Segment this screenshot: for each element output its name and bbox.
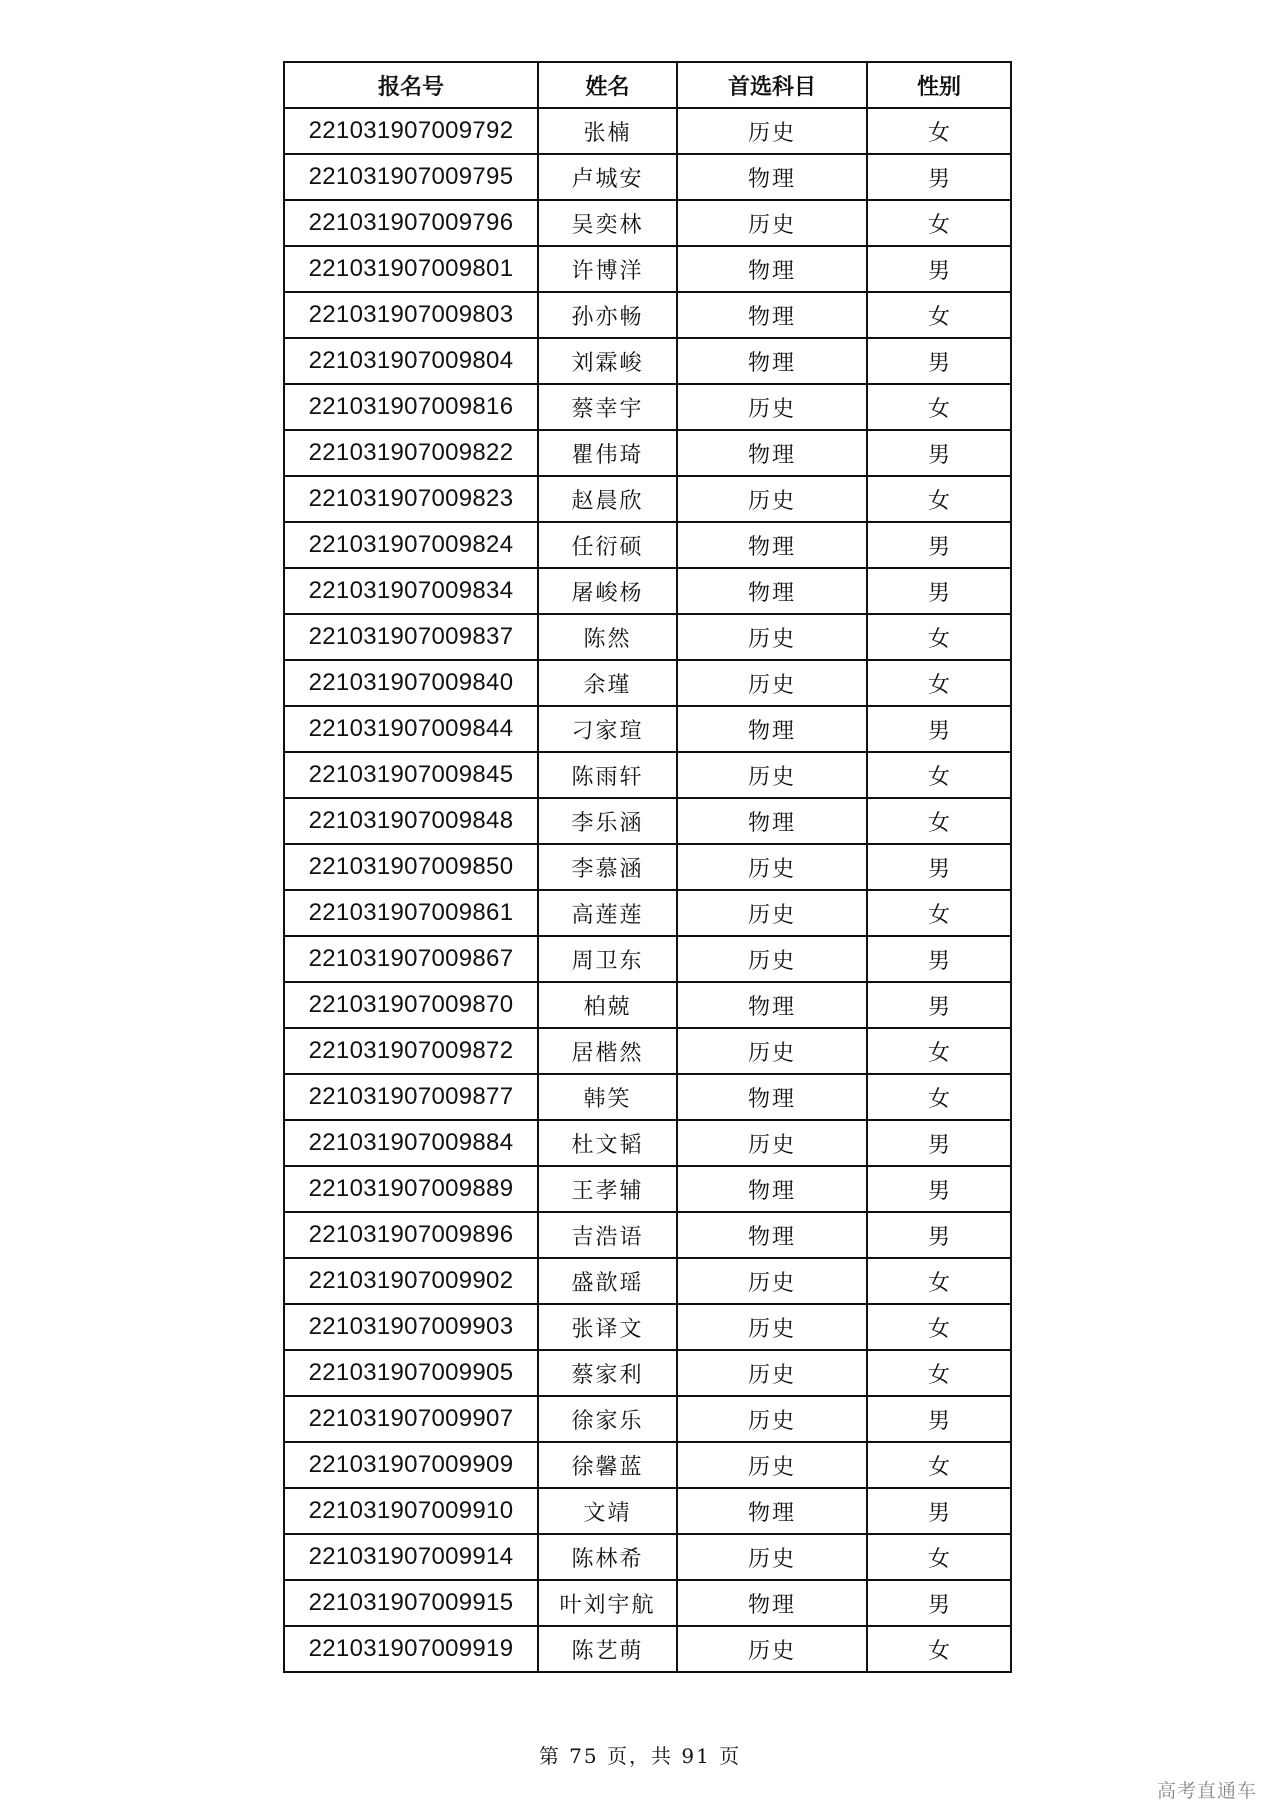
name-cell: 陈林希: [538, 1534, 677, 1580]
subject-cell: 历史: [677, 384, 867, 430]
table-row: [284, 982, 1011, 1028]
gender-cell: 男: [867, 568, 1011, 614]
name-cell: 瞿伟琦: [538, 430, 677, 476]
gender-cell: 男: [867, 1120, 1011, 1166]
table-row: [284, 1580, 1011, 1626]
gender-cell: 女: [867, 614, 1011, 660]
name-cell: 叶刘宇航: [538, 1580, 677, 1626]
subject-cell: 物理: [677, 1488, 867, 1534]
gender-cell: 男: [867, 1166, 1011, 1212]
subject-cell: 历史: [677, 1304, 867, 1350]
registration-number-cell: 221031907009877: [284, 1074, 538, 1120]
subject-cell: 物理: [677, 430, 867, 476]
gender-cell: 男: [867, 522, 1011, 568]
gender-cell: 女: [867, 1304, 1011, 1350]
table-row: [284, 798, 1011, 844]
name-cell: 李乐涵: [538, 798, 677, 844]
registration-number-cell: 221031907009907: [284, 1396, 538, 1442]
table-row: [284, 384, 1011, 430]
gender-cell: 女: [867, 798, 1011, 844]
registration-number-cell: 221031907009889: [284, 1166, 538, 1212]
subject-cell: 历史: [677, 1534, 867, 1580]
table-row: [284, 568, 1011, 614]
name-cell: 任衍硕: [538, 522, 677, 568]
name-cell: 王孝辅: [538, 1166, 677, 1212]
table-row: [284, 890, 1011, 936]
gender-cell: 女: [867, 752, 1011, 798]
table-row: [284, 1028, 1011, 1074]
table-row: [284, 292, 1011, 338]
table-row: [284, 1212, 1011, 1258]
registration-number-cell: 221031907009845: [284, 752, 538, 798]
subject-cell: 物理: [677, 706, 867, 752]
table-row: [284, 522, 1011, 568]
subject-cell: 历史: [677, 1442, 867, 1488]
gender-cell: 男: [867, 1396, 1011, 1442]
subject-cell: 物理: [677, 338, 867, 384]
registration-number-cell: 221031907009896: [284, 1212, 538, 1258]
registration-number-cell: 221031907009884: [284, 1120, 538, 1166]
subject-cell: 物理: [677, 1212, 867, 1258]
subject-cell: 历史: [677, 1396, 867, 1442]
table-row: [284, 1626, 1011, 1672]
subject-cell: 物理: [677, 522, 867, 568]
registration-number-cell: 221031907009840: [284, 660, 538, 706]
name-cell: 赵晨欣: [538, 476, 677, 522]
name-cell: 张楠: [538, 108, 677, 154]
name-cell: 蔡幸宇: [538, 384, 677, 430]
name-cell: 陈艺萌: [538, 1626, 677, 1672]
header-subject: 首选科目: [677, 62, 867, 108]
registration-number-cell: 221031907009795: [284, 154, 538, 200]
subject-cell: 历史: [677, 844, 867, 890]
registration-number-cell: 221031907009905: [284, 1350, 538, 1396]
table-row: [284, 200, 1011, 246]
gender-cell: 男: [867, 706, 1011, 752]
header-gender: 性别: [867, 62, 1011, 108]
registration-number-cell: 221031907009844: [284, 706, 538, 752]
table-header-row: [284, 62, 1011, 108]
subject-cell: 历史: [677, 936, 867, 982]
registration-number-cell: 221031907009914: [284, 1534, 538, 1580]
gender-cell: 女: [867, 1350, 1011, 1396]
registration-number-cell: 221031907009834: [284, 568, 538, 614]
table-row: [284, 1488, 1011, 1534]
gender-cell: 女: [867, 292, 1011, 338]
registration-number-cell: 221031907009861: [284, 890, 538, 936]
name-cell: 屠峻杨: [538, 568, 677, 614]
registration-number-cell: 221031907009919: [284, 1626, 538, 1672]
registration-number-cell: 221031907009903: [284, 1304, 538, 1350]
subject-cell: 物理: [677, 568, 867, 614]
table-row: [284, 614, 1011, 660]
name-cell: 韩笑: [538, 1074, 677, 1120]
registration-number-cell: 221031907009796: [284, 200, 538, 246]
name-cell: 陈雨轩: [538, 752, 677, 798]
subject-cell: 历史: [677, 108, 867, 154]
gender-cell: 女: [867, 200, 1011, 246]
table-row: [284, 1120, 1011, 1166]
subject-cell: 物理: [677, 1074, 867, 1120]
gender-cell: 女: [867, 1534, 1011, 1580]
registration-number-cell: 221031907009909: [284, 1442, 538, 1488]
header-registration-number: 报名号: [284, 62, 538, 108]
gender-cell: 男: [867, 844, 1011, 890]
table-row: [284, 246, 1011, 292]
gender-cell: 女: [867, 476, 1011, 522]
registration-number-cell: 221031907009848: [284, 798, 538, 844]
subject-cell: 历史: [677, 200, 867, 246]
watermark: 高考直通车: [1157, 1780, 1258, 1802]
gender-cell: 男: [867, 936, 1011, 982]
table-row: [284, 706, 1011, 752]
subject-cell: 历史: [677, 1626, 867, 1672]
gender-cell: 男: [867, 982, 1011, 1028]
subject-cell: 物理: [677, 154, 867, 200]
name-cell: 张译文: [538, 1304, 677, 1350]
subject-cell: 历史: [677, 476, 867, 522]
name-cell: 吉浩语: [538, 1212, 677, 1258]
name-cell: 李慕涵: [538, 844, 677, 890]
registration-number-cell: 221031907009872: [284, 1028, 538, 1074]
gender-cell: 男: [867, 154, 1011, 200]
name-cell: 陈然: [538, 614, 677, 660]
subject-cell: 历史: [677, 660, 867, 706]
registration-number-cell: 221031907009824: [284, 522, 538, 568]
subject-cell: 物理: [677, 1166, 867, 1212]
gender-cell: 女: [867, 1442, 1011, 1488]
name-cell: 余瑾: [538, 660, 677, 706]
subject-cell: 物理: [677, 246, 867, 292]
header-name: 姓名: [538, 62, 677, 108]
gender-cell: 男: [867, 430, 1011, 476]
table-row: [284, 108, 1011, 154]
gender-cell: 男: [867, 1580, 1011, 1626]
registration-number-cell: 221031907009804: [284, 338, 538, 384]
table-row: [284, 1166, 1011, 1212]
table-row: [284, 660, 1011, 706]
table-row: [284, 1534, 1011, 1580]
name-cell: 吴奕林: [538, 200, 677, 246]
registration-number-cell: 221031907009822: [284, 430, 538, 476]
registration-number-cell: 221031907009867: [284, 936, 538, 982]
subject-cell: 历史: [677, 890, 867, 936]
subject-cell: 历史: [677, 1028, 867, 1074]
name-cell: 刁家瑄: [538, 706, 677, 752]
table-row: [284, 1442, 1011, 1488]
subject-cell: 物理: [677, 1580, 867, 1626]
registration-number-cell: 221031907009910: [284, 1488, 538, 1534]
name-cell: 杜文韬: [538, 1120, 677, 1166]
registration-number-cell: 221031907009816: [284, 384, 538, 430]
table-row: [284, 154, 1011, 200]
gender-cell: 男: [867, 1488, 1011, 1534]
name-cell: 徐馨蓝: [538, 1442, 677, 1488]
student-list-table: [283, 61, 1012, 1673]
name-cell: 高莲莲: [538, 890, 677, 936]
registration-number-cell: 221031907009803: [284, 292, 538, 338]
name-cell: 盛歆瑶: [538, 1258, 677, 1304]
gender-cell: 女: [867, 384, 1011, 430]
gender-cell: 女: [867, 1626, 1011, 1672]
registration-number-cell: 221031907009915: [284, 1580, 538, 1626]
table-row: [284, 476, 1011, 522]
name-cell: 刘霖峻: [538, 338, 677, 384]
subject-cell: 历史: [677, 1350, 867, 1396]
gender-cell: 女: [867, 1074, 1011, 1120]
table-row: [284, 1074, 1011, 1120]
table-row: [284, 1304, 1011, 1350]
subject-cell: 历史: [677, 1258, 867, 1304]
subject-cell: 物理: [677, 292, 867, 338]
table-row: [284, 936, 1011, 982]
name-cell: 柏兢: [538, 982, 677, 1028]
registration-number-cell: 221031907009792: [284, 108, 538, 154]
subject-cell: 历史: [677, 752, 867, 798]
table-row: [284, 752, 1011, 798]
page-number: 第 75 页，共 91 页: [538, 1744, 742, 1768]
registration-number-cell: 221031907009823: [284, 476, 538, 522]
subject-cell: 物理: [677, 798, 867, 844]
gender-cell: 女: [867, 108, 1011, 154]
table-row: [284, 1396, 1011, 1442]
registration-number-cell: 221031907009870: [284, 982, 538, 1028]
gender-cell: 女: [867, 890, 1011, 936]
registration-number-cell: 221031907009837: [284, 614, 538, 660]
registration-number-cell: 221031907009801: [284, 246, 538, 292]
gender-cell: 男: [867, 338, 1011, 384]
table-row: [284, 430, 1011, 476]
table-row: [284, 338, 1011, 384]
registration-number-cell: 221031907009850: [284, 844, 538, 890]
table-row: [284, 1350, 1011, 1396]
name-cell: 卢城安: [538, 154, 677, 200]
name-cell: 居楷然: [538, 1028, 677, 1074]
registration-number-cell: 221031907009902: [284, 1258, 538, 1304]
name-cell: 孙亦畅: [538, 292, 677, 338]
name-cell: 周卫东: [538, 936, 677, 982]
name-cell: 蔡家利: [538, 1350, 677, 1396]
gender-cell: 男: [867, 1212, 1011, 1258]
gender-cell: 女: [867, 1258, 1011, 1304]
name-cell: 许博洋: [538, 246, 677, 292]
table-row: [284, 844, 1011, 890]
gender-cell: 女: [867, 1028, 1011, 1074]
gender-cell: 男: [867, 246, 1011, 292]
table-row: [284, 1258, 1011, 1304]
subject-cell: 物理: [677, 982, 867, 1028]
subject-cell: 历史: [677, 1120, 867, 1166]
name-cell: 徐家乐: [538, 1396, 677, 1442]
gender-cell: 女: [867, 660, 1011, 706]
name-cell: 文靖: [538, 1488, 677, 1534]
subject-cell: 历史: [677, 614, 867, 660]
